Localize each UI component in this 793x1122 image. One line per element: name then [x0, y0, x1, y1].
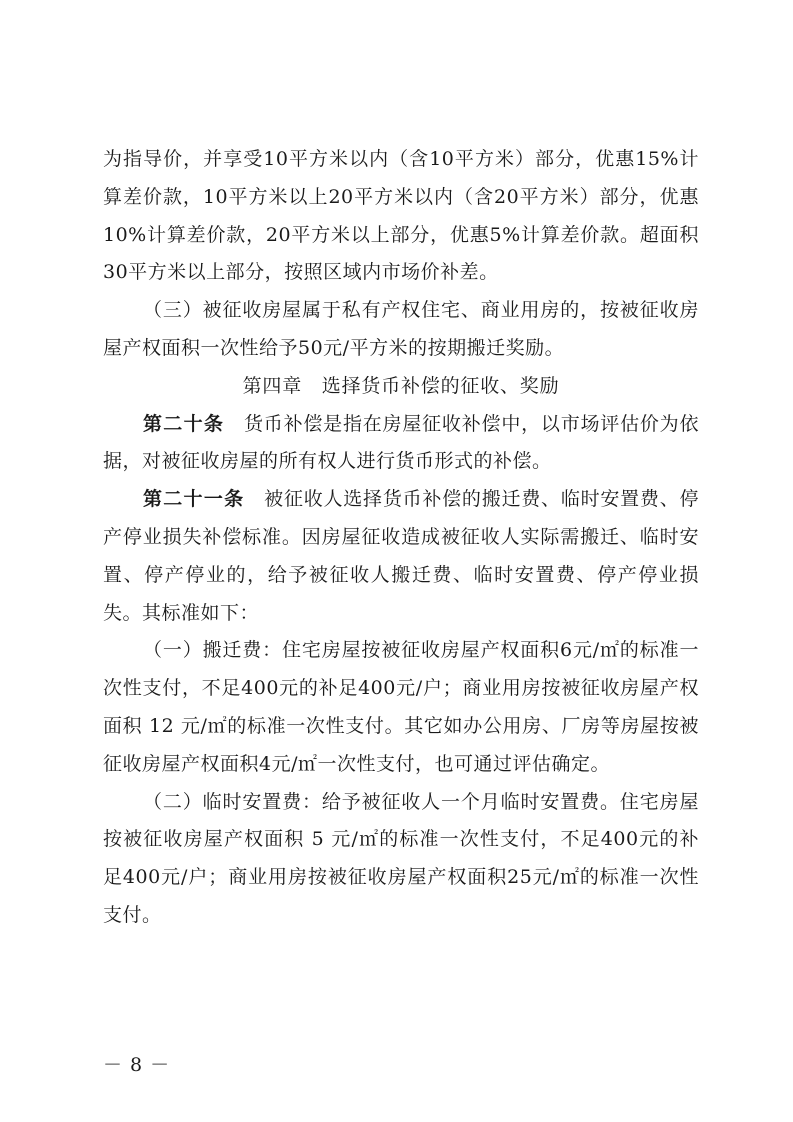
- paragraph-relocation-fee: （一）搬迁费：住宅房屋按被征收房屋产权面积6元/㎡的标准一次性支付，不足400元的补足400元/户；商业用房按被征收房屋产权面积 12 元/㎡的标准一次性支付。其它如办公用房、厂房等房屋按被征收房屋产权面积4元/㎡一次性支付，也可通过评估确定。: [103, 639, 699, 775]
- page-number: － 8 －: [103, 1054, 171, 1076]
- article-20-heading: 第二十条: [143, 412, 225, 435]
- paragraph-temporary-housing-fee: （二）临时安置费：给予被征收人一个月临时安置费。住宅房屋按被征收房屋产权面积 5 元/㎡的标准一次性支付，不足400元的补足400元/户；商业用房按被征收房屋产权面积25元/㎡的标准一次性支付。: [103, 790, 699, 926]
- chapter-heading: 第四章 选择货币补偿的征收、奖励: [242, 374, 560, 397]
- document-body: [103, 141, 699, 935]
- article-20: [103, 406, 699, 482]
- article-21-text: 被征收人选择货币补偿的搬迁费、临时安置费、停产停业损失补偿标准。因房屋征收造成被征收人实际需搬迁、临时安置、停产停业的，给予被征收人搬迁费、临时安置费、停产停业损失。其标准如下：: [103, 488, 699, 624]
- article-20-text: 货币补偿是指在房屋征收补偿中，以市场评估价为依据，对被征收房屋的所有权人进行货币形式的补偿。: [103, 412, 699, 473]
- article-21: [103, 481, 699, 632]
- paragraph-continuation: 为指导价，并享受10平方米以内（含10平方米）部分，优惠15%计算差价款，10平方米以上20平方米以内（含20平方米）部分，优惠10%计算差价款，20平方米以上部分，优惠5%计算差价款。超面积30平方米以上部分，按照区域内市场价补差。: [103, 148, 699, 284]
- paragraph-reward-item-3: （三）被征收房屋属于私有产权住宅、商业用房的，按被征收房屋产权面积一次性给予50元/平方米的按期搬迁奖励。: [103, 299, 699, 359]
- article-21-heading: 第二十一条: [143, 488, 245, 511]
